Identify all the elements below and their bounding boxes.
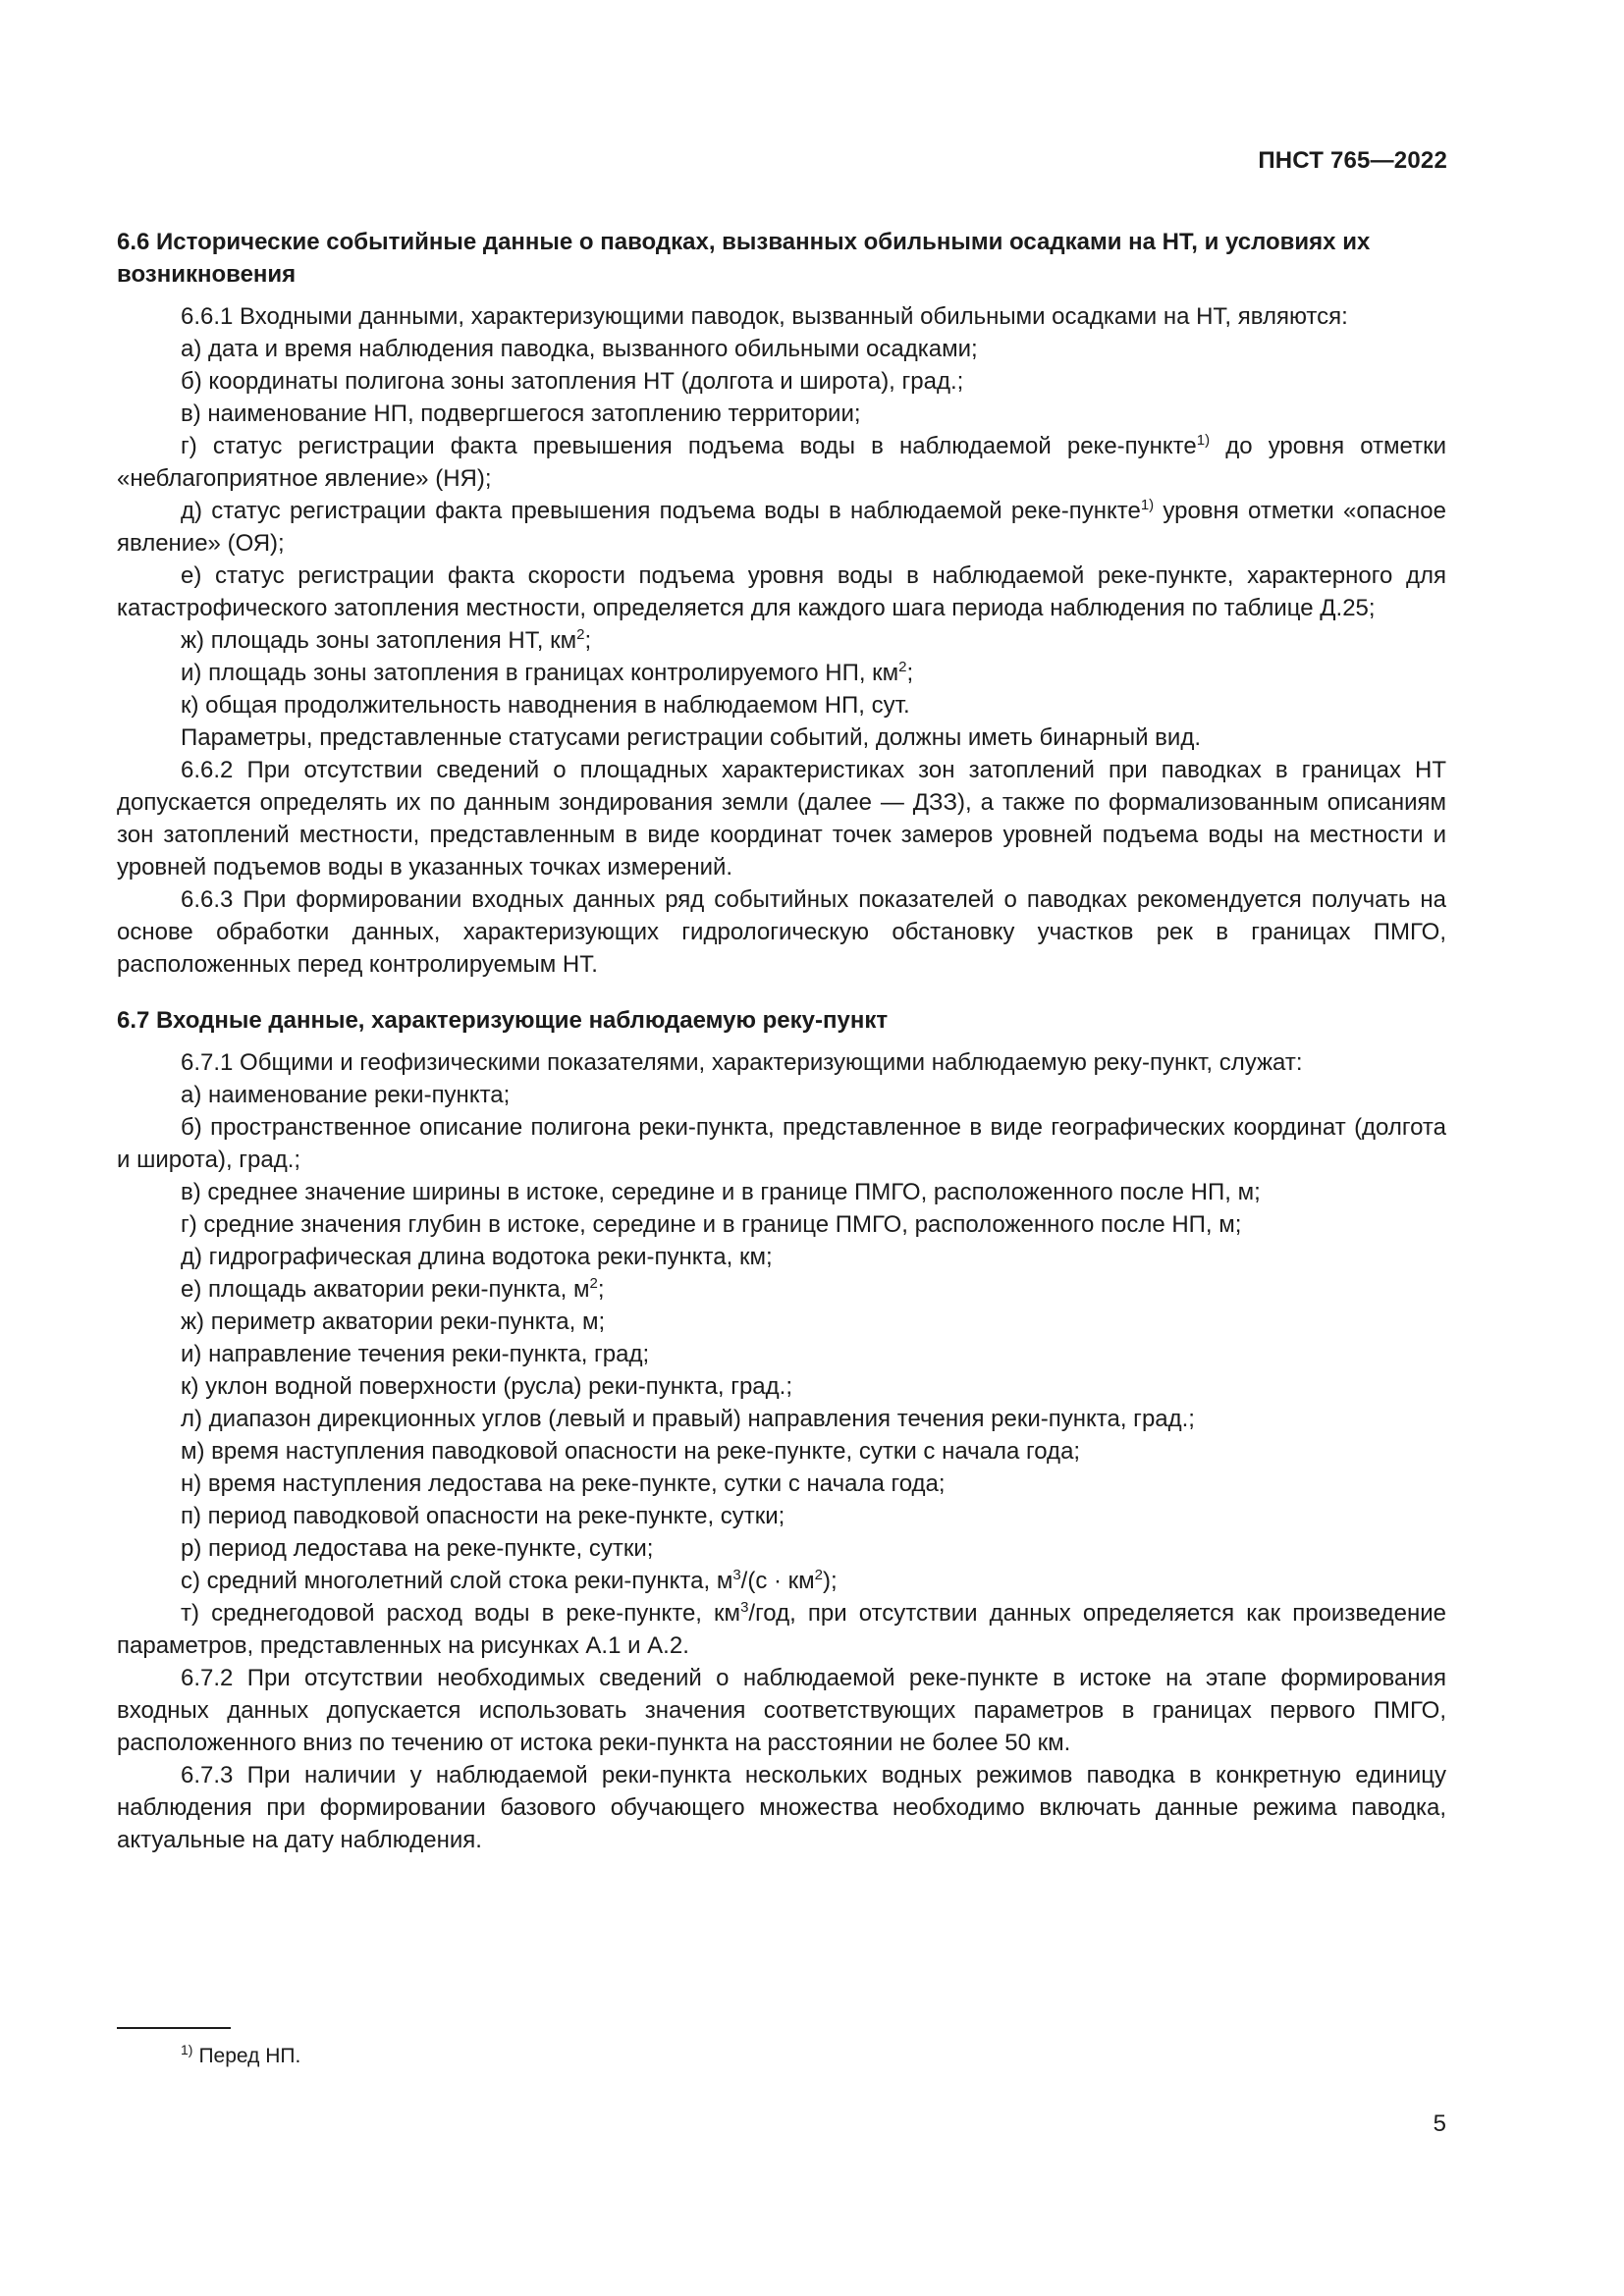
- list-item-6-7-t: т) среднегодовой расход воды в реке-пункте, $км^3$/год, при отсутствии данных определяется как произведение параметров, представленных на рисунках А.1 и А.2.: [117, 1599, 1447, 1659]
- list-item-6-7-v: в) среднее значение ширины в истоке, середине и в границе ПМГО, расположенного после НП, м;: [181, 1179, 1261, 1205]
- list-item-6-6-i: и) площадь зоны затопления в границах контролируемого НП, $км^2$;: [181, 659, 914, 686]
- list-item-6-6-e: е) статус регистрации факта скорости подъема уровня воды в наблюдаемой реке-пункте, характерного для катастрофического затопления местности, определяется для каждого шага периода наблюдения по таблице Д.25;: [117, 562, 1446, 621]
- footnote-ref: 1): [1196, 432, 1211, 449]
- footnote-marker: 1): [181, 2042, 193, 2057]
- paragraph-6-7-1: 6.7.1 Общими и геофизическими показателями, характеризующими наблюдаемую реку-пункт, служат:: [181, 1049, 1303, 1076]
- list-item-6-7-zh: ж) периметр акватории реки-пункта, м;: [181, 1308, 606, 1335]
- list-item-6-6-d: д) статус регистрации факта превышения подъема воды в наблюдаемой реке-пункте$^{1)}$ уровня отметки «опасное явление» (ОЯ);: [117, 497, 1446, 557]
- list-item-6-7-l: л) диапазон дирекционных углов (левый и правый) направления течения реки-пункта, град.;: [181, 1406, 1195, 1432]
- list-item-6-7-d: д) гидрографическая длина водотока реки-пункта, км;: [181, 1244, 773, 1270]
- paragraph-6-7-3: 6.7.3 При наличии у наблюдаемой реки-пункта нескольких водных режимов паводка в конкретную единицу наблюдения при формировании базового обучающего множества необходимо включать данные режима паводка, актуальные на дату наблюдения.: [117, 1762, 1446, 1853]
- list-item-6-6-k: к) общая продолжительность наводнения в наблюдаемом НП, сут.: [181, 692, 910, 719]
- list-item-6-7-n: н) время наступления ледостава на реке-пункте, сутки с начала года;: [181, 1470, 946, 1497]
- list-item-6-7-k: к) уклон водной поверхности (русла) реки-пункта, град.;: [181, 1373, 792, 1400]
- paragraph-6-6-3: 6.6.3 При формировании входных данных ряд событийных показателей о паводках рекомендуется получать на основе обработки данных, характеризующих гидрологическую обстановку участков рек в границах ПМГО, расположенных перед контролируемым НТ.: [117, 886, 1446, 978]
- list-item-6-6-a: а) дата и время наблюдения паводка, вызванного обильными осадками;: [181, 336, 978, 362]
- section-heading-6-6: 6.6 Исторические событийные данные о паводках, вызванных обильными осадками на НТ, и условиях их возникновения: [117, 229, 1371, 288]
- list-item-6-6-zh: ж) площадь зоны затопления НТ, $км^2$;: [181, 626, 592, 654]
- footnote: [181, 2043, 300, 2070]
- paragraph-6-7-2: 6.7.2 При отсутствии необходимых сведений о наблюдаемой реке-пункте в истоке на этапе формирования входных данных допускается использовать значения соответствующих параметров в границах первого ПМГО, расположенного вниз по течению от истока реки-пункта на расстоянии не более 50 км.: [117, 1665, 1446, 1756]
- paragraph-6-6-2: 6.6.2 При отсутствии сведений о площадных характеристиках зон затоплений при паводках в границах НТ допускается определять их по данным зондирования земли (далее — ДЗЗ), а также по формализованным описаниям зон затоплений местности, представленным в виде координат точек замеров уровней подъема воды на местности и уровней подъемов воды в указанных точках измерений.: [117, 757, 1446, 881]
- page-body: [117, 226, 1446, 1856]
- list-item-6-7-g: г) средние значения глубин в истоке, середине и в границе ПМГО, расположенного после НП, м;: [181, 1211, 1242, 1238]
- list-item-6-7-a: а) наименование реки-пункта;: [181, 1082, 511, 1108]
- section-heading-6-7: 6.7 Входные данные, характеризующие наблюдаемую реку-пункт: [117, 1007, 889, 1034]
- list-item-6-7-s: с) средний многолетний слой стока реки-пункта, $м^3/(с \cdot км^2)$;: [181, 1567, 838, 1594]
- list-item-6-7-m: м) время наступления паводковой опасности на реке-пункте, сутки с начала года;: [181, 1438, 1081, 1465]
- document-id-header: ПНСТ 765—2022: [1258, 147, 1447, 174]
- footnote-separator: [117, 2027, 231, 2029]
- list-item-6-7-i: и) направление течения реки-пункта, град;: [181, 1341, 650, 1367]
- list-item-6-7-e: е) площадь акватории реки-пункта, $м^2$;: [181, 1275, 605, 1303]
- page-number: 5: [1433, 2110, 1446, 2137]
- footnote-ref: 1): [1140, 497, 1155, 513]
- list-item-6-7-b: б) пространственное описание полигона реки-пункта, представленное в виде географических координат (долгота и широта), град.;: [117, 1114, 1446, 1173]
- footnote-text: Перед НП.: [198, 2045, 301, 2067]
- list-item-6-7-r: р) период ледостава на реке-пункте, сутки;: [181, 1535, 654, 1562]
- list-item-6-6-g: г) статус регистрации факта превышения подъема воды в наблюдаемой реке-пункте$^{1)}$ до уровня отметки «неблагоприятное явление» (НЯ);: [117, 432, 1446, 492]
- params-note: Параметры, представленные статусами регистрации событий, должны иметь бинарный вид.: [181, 724, 1201, 751]
- paragraph-6-6-1: 6.6.1 Входными данными, характеризующими паводок, вызванный обильными осадками на НТ, являются:: [181, 303, 1348, 330]
- list-item-6-6-v: в) наименование НП, подвергшегося затоплению территории;: [181, 400, 861, 427]
- list-item-6-6-b: б) координаты полигона зоны затопления НТ (долгота и широта), град.;: [181, 368, 964, 395]
- list-item-6-7-p: п) период паводковой опасности на реке-пункте, сутки;: [181, 1503, 785, 1529]
